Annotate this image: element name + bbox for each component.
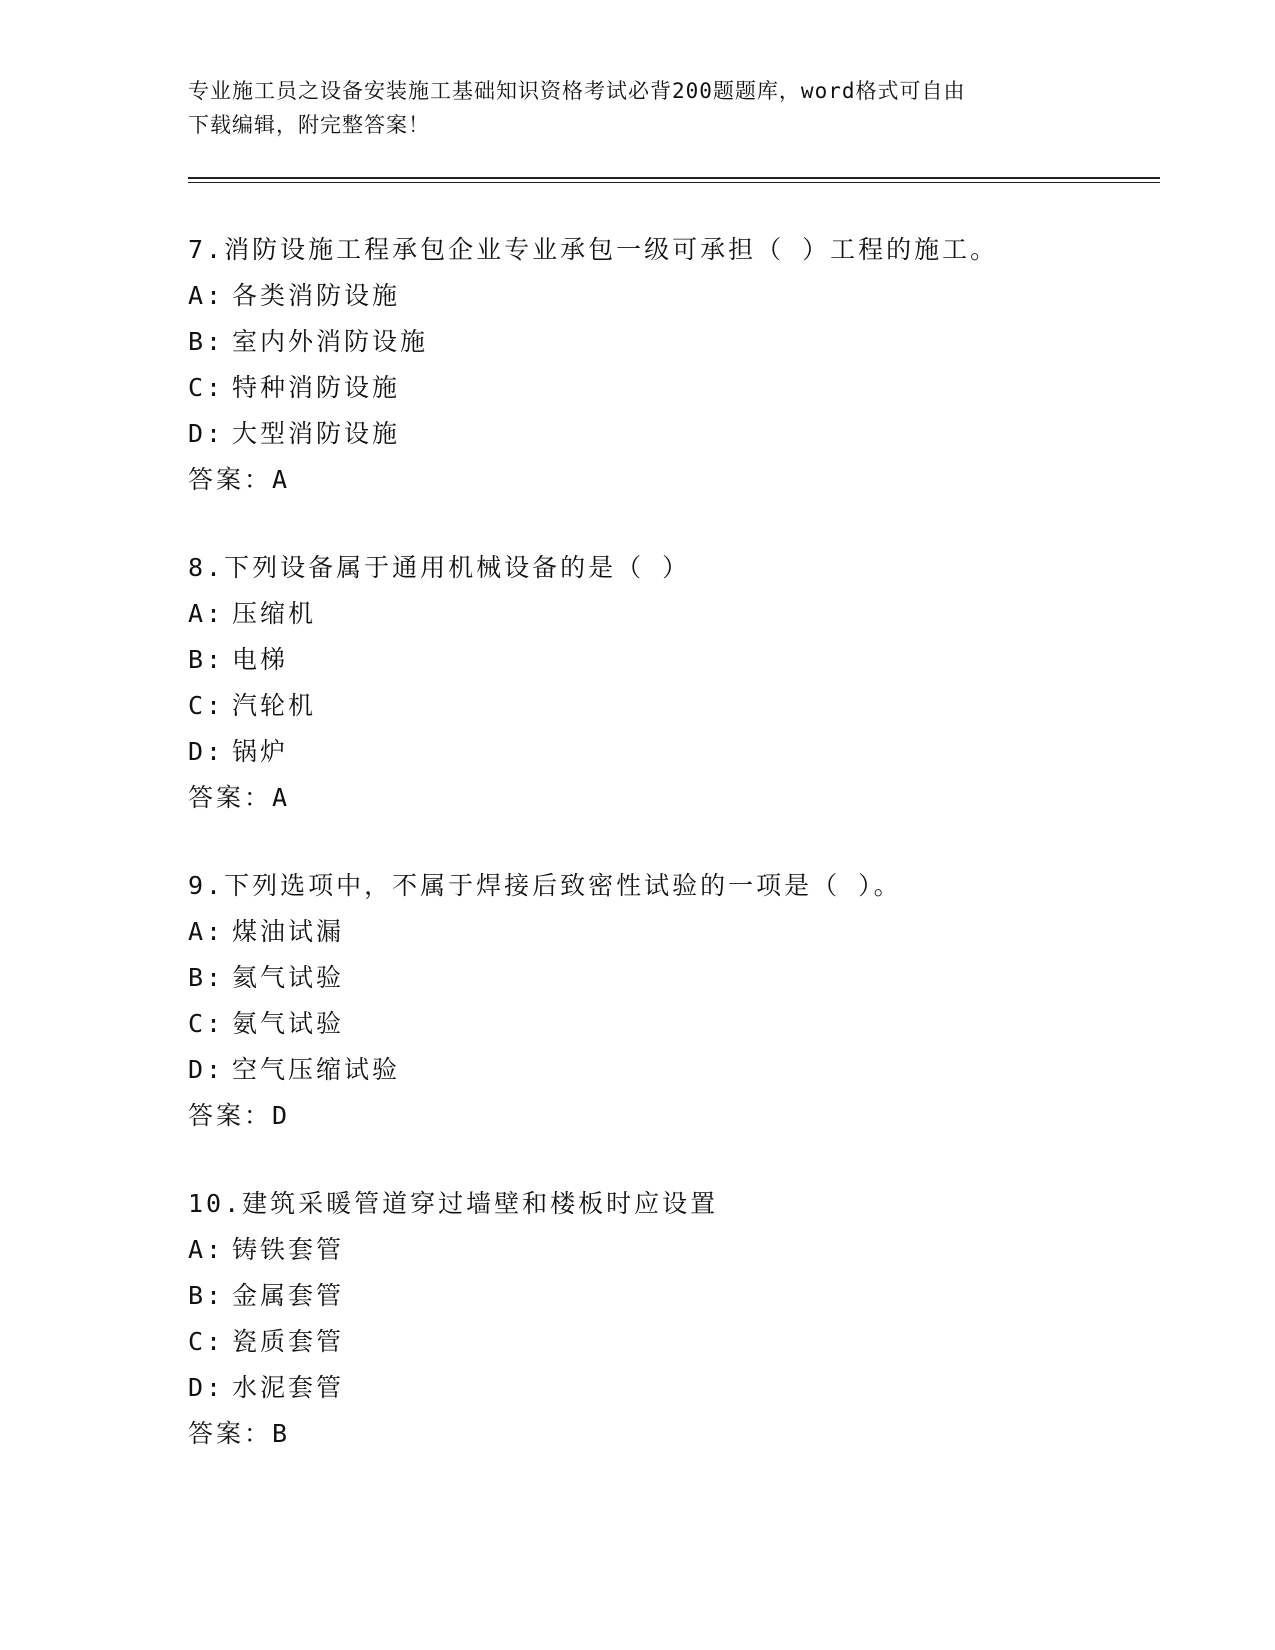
option-text: 各类消防设施 xyxy=(232,281,401,310)
option-letter: B: xyxy=(188,327,225,356)
option-text: 室内外消防设施 xyxy=(232,327,429,356)
option-letter: D: xyxy=(188,1373,225,1402)
question-block xyxy=(188,863,1168,1139)
header-divider-thick xyxy=(188,177,1160,179)
option-text: 汽轮机 xyxy=(232,691,317,720)
option-letter: A: xyxy=(188,281,225,310)
option-text: 大型消防设施 xyxy=(232,419,401,448)
option-d xyxy=(188,729,1168,775)
answer-line: 答案：D xyxy=(188,1101,291,1130)
option-text: 电梯 xyxy=(232,645,289,674)
option-d xyxy=(188,1365,1168,1411)
option-text: 锅炉 xyxy=(232,737,289,766)
option-c xyxy=(188,1319,1168,1365)
option-text: 氦气试验 xyxy=(232,963,345,992)
option-a xyxy=(188,273,1168,319)
option-b xyxy=(188,1273,1168,1319)
option-d xyxy=(188,411,1168,457)
header-line-1: 专业施工员之设备安装施工基础知识资格考试必背200题题库，word格式可自由 xyxy=(188,79,966,103)
option-a xyxy=(188,1227,1168,1273)
question-block xyxy=(188,1181,1168,1457)
option-text: 压缩机 xyxy=(232,599,317,628)
option-text: 瓷质套管 xyxy=(232,1327,345,1356)
question-title: 9.下列选项中，不属于焊接后致密性试验的一项是（ ）。 xyxy=(188,871,902,900)
option-letter: C: xyxy=(188,1327,225,1356)
option-letter: D: xyxy=(188,1055,225,1084)
option-letter: A: xyxy=(188,917,225,946)
option-text: 特种消防设施 xyxy=(232,373,401,402)
question-title: 7.消防设施工程承包企业专业承包一级可承担（ ）工程的施工。 xyxy=(188,235,999,264)
option-text: 氨气试验 xyxy=(232,1009,345,1038)
option-letter: C: xyxy=(188,691,225,720)
option-letter: D: xyxy=(188,737,225,766)
option-c xyxy=(188,1001,1168,1047)
option-a xyxy=(188,909,1168,955)
option-c xyxy=(188,683,1168,729)
question-block xyxy=(188,545,1168,821)
answer-line: 答案：A xyxy=(188,783,291,812)
option-letter: A: xyxy=(188,599,225,628)
question-title: 8.下列设备属于通用机械设备的是（ ） xyxy=(188,553,691,582)
option-text: 煤油试漏 xyxy=(232,917,345,946)
option-letter: C: xyxy=(188,1009,225,1038)
answer-line: 答案：A xyxy=(188,465,291,494)
question-title: 10.建筑采暖管道穿过墙壁和楼板时应设置 xyxy=(188,1189,719,1218)
option-a xyxy=(188,591,1168,637)
question-block xyxy=(188,227,1168,503)
option-text: 铸铁套管 xyxy=(232,1235,345,1264)
header-line-2: 下载编辑，附完整答案！ xyxy=(188,113,430,137)
option-text: 空气压缩试验 xyxy=(232,1055,401,1084)
option-letter: B: xyxy=(188,645,225,674)
option-letter: B: xyxy=(188,963,225,992)
option-c xyxy=(188,365,1168,411)
option-b xyxy=(188,637,1168,683)
option-letter: A: xyxy=(188,1235,225,1264)
document-header xyxy=(188,74,1088,142)
option-letter: D: xyxy=(188,419,225,448)
header-divider-thin xyxy=(188,182,1160,183)
option-b xyxy=(188,955,1168,1001)
option-text: 金属套管 xyxy=(232,1281,345,1310)
option-b xyxy=(188,319,1168,365)
option-text: 水泥套管 xyxy=(232,1373,345,1402)
option-d xyxy=(188,1047,1168,1093)
option-letter: C: xyxy=(188,373,225,402)
option-letter: B: xyxy=(188,1281,225,1310)
answer-line: 答案：B xyxy=(188,1419,291,1448)
